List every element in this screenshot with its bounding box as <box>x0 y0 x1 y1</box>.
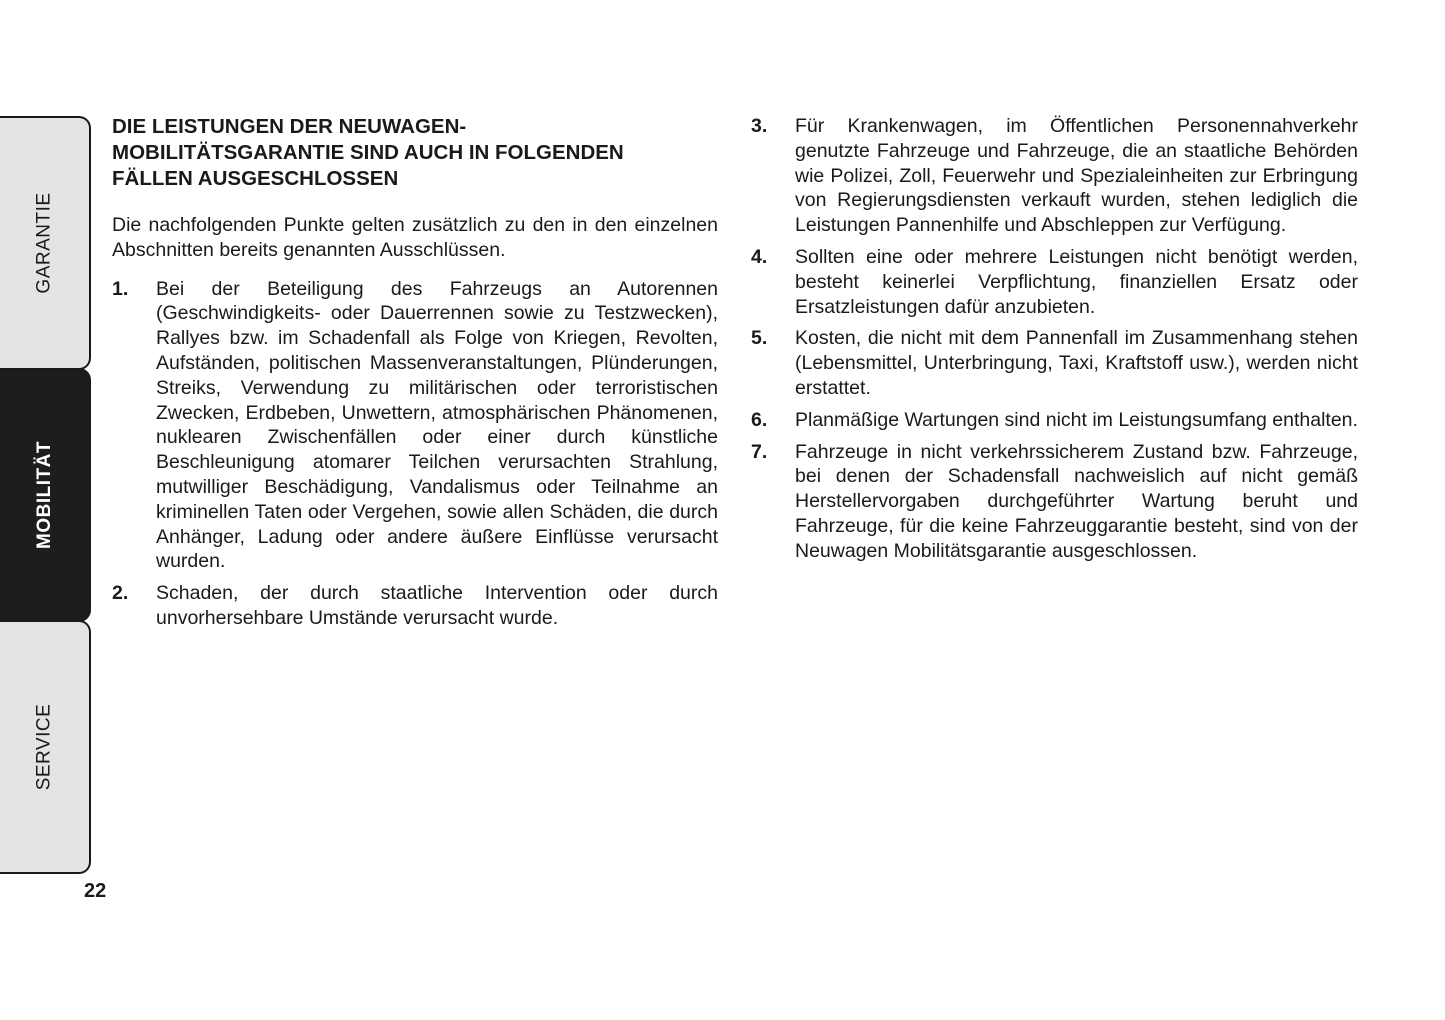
tab-mobilitaet-label: MOBILITÄT <box>33 441 55 549</box>
item-text: Planmäßige Wartungen sind nicht im Leistungsumfang enthalten. <box>795 408 1358 431</box>
left-column <box>112 114 718 638</box>
heading-line: FÄLLEN AUSGESCHLOSSEN <box>112 167 399 190</box>
item-number: 6. <box>751 408 768 431</box>
page-number: 22 <box>84 880 107 902</box>
item-text: Bei der Beteiligung des Fahrzeugs an Autorennen (Geschwindigkeits- oder Dauerrennen sowie zu Testzwecken), Rallyes bzw. im Schadenfall als Folge von Kriegen, Revolten, Aufständen, politischen Massenveranstaltungen, Plünderungen, Streiks, Verwendung zu militärischen oder terroristischen Zwecken, Erdbeben, Unwettern, atmosphärischen Phänomenen, nuklearen Zwischenfällen oder einer durch künstliche Beschleunigung atomarer Teilchen verursachten Strahlung, mutwilliger Beschädigung, Vandalismus oder Teilnahme an kriminellen Taten oder Vergehen, sowie allen Schäden, die durch Anhänger, Ladung oder andere äußere Einflüsse verursacht wurden. <box>156 277 718 573</box>
intro-paragraph: Die nachfolgenden Punkte gelten zusätzlich zu den in den einzelnen Abschnitten bereits genannten Ausschlüssen. <box>112 214 718 261</box>
item-text: Sollten eine oder mehrere Leistungen nicht benötigt werden, besteht keinerlei Verpflichtung, finanziellen Ersatz oder Ersatzleistungen dafür anzubieten. <box>795 245 1358 318</box>
list-item <box>751 114 1358 238</box>
tab-mobilitaet[interactable] <box>0 368 91 622</box>
item-number: 5. <box>751 327 768 350</box>
item-text: Für Krankenwagen, im Öffentlichen Personennahverkehr genutzte Fahrzeuge und Fahrzeuge, die an staatliche Behörden wie Polizei, Zoll, Feuerwehr und Spezialeinheiten zur Erbringung von Regierungsdiensten verkauft wurden, stehen lediglich die Leistungen Pannenhilfe und Abschleppen zur Verfügung. <box>795 115 1358 237</box>
item-number: 3. <box>751 115 768 137</box>
heading-line: MOBILITÄTSGARANTIE SIND AUCH IN FOLGENDEN <box>112 141 624 164</box>
list-item <box>112 581 718 631</box>
item-text: Schaden, der durch staatliche Intervention oder durch unvorhersehbare Umstände verursacht wurde. <box>156 582 718 629</box>
list-item <box>112 277 718 575</box>
tab-service-label: SERVICE <box>33 703 55 791</box>
item-number: 7. <box>751 440 768 463</box>
heading-line: DIE LEISTUNGEN DER NEUWAGEN- <box>112 115 467 138</box>
list-item <box>751 440 1358 564</box>
item-text: Kosten, die nicht mit dem Pannenfall im Zusammenhang stehen (Lebensmittel, Unterbringung, Taxi, Kraftstoff usw.), werden nicht erstattet. <box>795 327 1358 399</box>
tab-garantie[interactable] <box>0 116 91 370</box>
tab-service[interactable] <box>0 620 91 874</box>
list-item <box>751 408 1358 433</box>
item-number: 1. <box>112 277 129 300</box>
side-tabs <box>0 116 93 876</box>
item-text: Fahrzeuge in nicht verkehrssicherem Zustand bzw. Fahrzeuge, bei denen der Schadensfall nachweislich auf nicht gemäß Herstellervorgaben durchgeführter Wartung beruht und Fahrzeuge, für die keine Fahrzeuggarantie besteht, sind von der Neuwagen Mobilitätsgarantie ausgeschlossen. <box>795 440 1358 562</box>
list-item <box>751 326 1358 400</box>
item-number: 2. <box>112 582 129 605</box>
tab-garantie-label: GARANTIE <box>33 192 55 294</box>
right-column <box>751 114 1358 571</box>
list-item <box>751 245 1358 319</box>
section-heading <box>112 114 718 192</box>
item-number: 4. <box>751 245 768 268</box>
